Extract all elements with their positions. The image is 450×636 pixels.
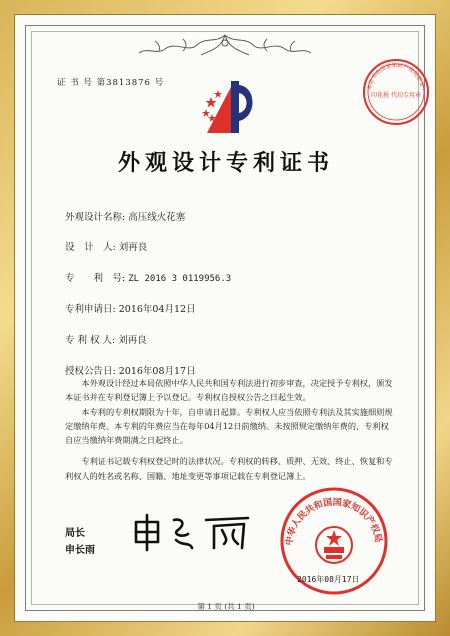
signature-block — [65, 525, 95, 559]
body-paragraph-3: 专利证书记载专利权登记时的法律状况。专利权的转移、质押、无效、终止、恢复和专利权人的姓名或名称、国籍、地址变更等事项记载在专利登记簿上。 — [65, 456, 393, 481]
ornament-decoration — [125, 31, 325, 61]
body-paragraph-1: 本外观设计经过本局依照中华人民共和国专利法进行初步审查，决定授予专利权，颁发本证书并在专利登记簿上予以登记。专利权自授权公告之日起生效。 — [65, 378, 393, 403]
field-design-name — [65, 209, 185, 223]
grant-date-value: 2016年08月17日 — [118, 366, 196, 377]
patent-office-logo-icon — [201, 77, 257, 139]
design-name-value: 高压线火花塞 — [128, 212, 186, 223]
seal-date: 2016年08月17日 — [297, 575, 360, 584]
filing-date-label: 专利申请日: — [65, 304, 116, 315]
patent-number-value: ZL 2016 3 0119956.3 — [128, 274, 232, 284]
field-designer — [65, 239, 147, 253]
page-number: 第 1 页 (共 1 页) — [197, 602, 255, 611]
certificate-body — [65, 376, 395, 483]
designer-value: 刘再良 — [118, 242, 148, 253]
grant-date-label: 授权公告日: — [65, 366, 116, 377]
designer-label: 设 计 人: — [65, 242, 116, 253]
certificate-number: 证 书 号 第3813876 号 — [57, 78, 165, 88]
field-grant-date — [65, 363, 196, 377]
seal-top-inner-text: 印花税 代扣专用章 — [371, 92, 421, 99]
filing-date-value: 2016年04月12日 — [118, 304, 196, 315]
director-name: 申长雨 — [65, 545, 95, 556]
national-emblem-icon — [316, 527, 352, 563]
svg-text:本证书由国家知识产权局颁发 — [365, 61, 427, 91]
certificate-paper — [14, 14, 436, 622]
seal-top-ring-text: 本证书由国家知识产权局颁发 — [366, 62, 425, 91]
design-name-label: 外观设计名称: — [65, 212, 126, 223]
field-patentee — [65, 332, 147, 346]
director-title: 局长 — [65, 528, 85, 539]
field-filing-date — [65, 301, 196, 315]
patentee-label: 专 利 权 人: — [65, 335, 116, 346]
patent-number-label: 专 利 号: — [65, 273, 126, 284]
handwritten-signature — [130, 512, 255, 552]
seal-bottom-ring-text: 中华人民共和国国家知识产权局 — [284, 497, 383, 547]
field-patent-number — [65, 270, 231, 284]
stamp-duty-seal — [361, 57, 431, 127]
patentee-value: 刘再良 — [118, 335, 147, 346]
certificate-title: 外观设计专利证书 — [117, 150, 334, 176]
body-paragraph-2: 本专利的专利权期限为十年，自申请日起算。专利权人应当依照专利法及其实施细则规定缴纳年费。本专利的年费应当在每年04月12日前缴纳。未按照规定缴纳年费的，专利权自应当缴纳年费期满之日起终止。 — [65, 406, 393, 446]
